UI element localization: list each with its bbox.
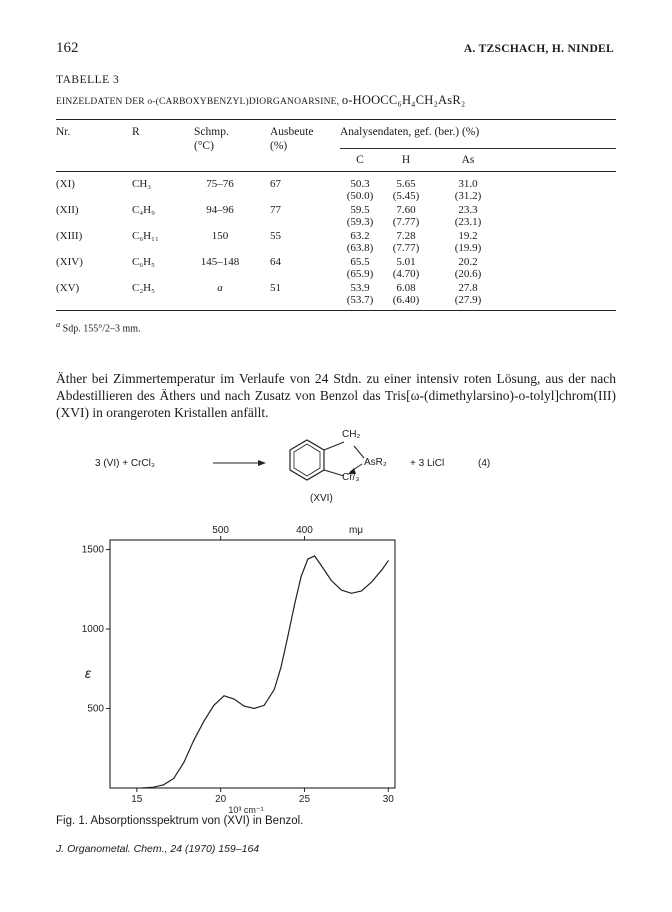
spectrum-point [351,593,352,594]
plot-frame [110,540,395,788]
cell-schmp: 94–96 [206,204,234,216]
header-analysen: Analysendaten, gef. (ber.) (%) [340,126,480,138]
spectrum-point [234,699,235,700]
cell-ausbeute: 51 [270,282,281,294]
cell-c: 65.5 [350,256,370,268]
cell-nr: (XII) [56,204,79,216]
cell-nr: (XIII) [56,230,83,242]
cell-h-calculated: (7.77) [392,216,420,228]
y-tick-label: 1500 [81,544,104,556]
cell-as: 31.0 [458,178,478,190]
spectrum-point [281,667,282,668]
cell-ausbeute: 55 [270,230,281,242]
spectrum-point [203,721,204,722]
cell-as: 23.3 [458,204,478,216]
cell-c: 50.3 [350,178,370,190]
cell-schmp: a [217,282,223,294]
cell-h: 5.65 [396,178,416,190]
spectrum-point [381,570,382,571]
cell-h: 6.08 [396,282,416,294]
spectrum-point [183,762,184,763]
header-nr: Nr. [56,126,71,138]
x-axis-label: 10³ cm⁻¹ [228,805,264,815]
cell-c: 59.5 [350,204,370,216]
cell-h: 5.01 [396,256,416,268]
top-tick-label: 400 [296,525,313,536]
cell-r: C₆H₅ [132,256,155,268]
cell-ausbeute: 77 [270,204,281,216]
cell-h-calculated: (4.70) [392,268,420,280]
cell-h-calculated: (5.45) [392,190,420,202]
table-label: TABELLE 3 [56,74,120,86]
spectrum-point [321,565,322,566]
header-ausbeute: Ausbeute [270,126,314,138]
y-tick-label: 500 [87,703,104,715]
spectrum-point [307,559,308,560]
page-number: 162 [56,40,79,56]
spectrum-point [294,605,295,606]
cell-r: C₆H₁₁ [132,230,159,242]
figure-caption: Fig. 1. Absorptionsspektrum von (XVI) in Benzol. [56,815,304,827]
footnote-mark: a [56,320,61,329]
cell-schmp: 150 [211,230,229,242]
spectrum-point [224,695,225,696]
cell-schmp: 75–76 [206,178,234,190]
cr3-label: Cr/₃ [342,472,360,483]
top-axis-label: mμ [348,525,364,536]
cell-c-calculated: (63.8) [346,242,374,254]
cell-c: 63.2 [350,230,370,242]
spectrum-point [244,706,245,707]
cell-h: 7.28 [396,230,416,242]
cell-as-calculated: (20.6) [454,268,482,280]
x-tick-label: 25 [298,794,311,805]
spectrum-point [341,590,342,591]
footnote-text: Sdp. 155°/2–3 mm. [62,323,141,335]
spectrum-point [173,778,174,779]
spectrum-point [331,580,332,581]
table-caption-formula: o-HOOCC₆H₄CH₂AsR₂ [341,93,466,107]
header-ausbeute-unit: (%) [270,140,288,152]
ch2-label: CH₂ [342,429,361,440]
cell-as: 19.2 [458,230,478,242]
cell-r: CH₃ [132,178,152,190]
y-axis-label: ε [84,665,92,681]
spectrum-point [264,705,265,706]
cell-nr: (XI) [56,178,75,190]
cell-as-calculated: (19.9) [454,242,482,254]
table-caption-text: EINZELDATEN DER o-(CARBOXYBENZYL)DIORGANOARSINE, [56,97,340,107]
spectrum-points [141,555,388,788]
header-h: H [401,154,411,166]
top-tick-label: 500 [212,525,229,536]
cell-nr: (XIV) [56,256,83,268]
x-tick-label: 30 [382,794,394,805]
cell-c: 53.9 [350,282,370,294]
cell-as: 27.8 [458,282,478,294]
spectrum-point [254,708,255,709]
spectrum-point [193,740,194,741]
header-schmp-unit: (°C) [194,140,214,152]
spectrum-point [141,788,142,789]
equation-number: (4) [478,458,491,469]
cell-c-calculated: (53.7) [346,294,374,306]
cell-as-calculated: (31.2) [454,190,482,202]
cell-ausbeute: 67 [270,178,281,190]
cell-ausbeute: 64 [270,256,281,268]
x-tick-label: 20 [215,794,227,805]
cell-h-calculated: (7.77) [392,242,420,254]
spectrum-point [163,784,164,785]
cell-h: 7.60 [396,204,416,216]
chart-ticks [106,536,388,792]
header-schmp: Schmp. [194,126,229,138]
spectrum-series-line [142,556,388,788]
chart-labels [82,525,395,815]
cell-r: C₂H₅ [132,282,155,294]
reaction-lhs: 3 (VI) + CrCl₃ [95,458,155,469]
asr2-label: AsR₂ [364,457,387,468]
cell-as-calculated: (23.1) [454,216,482,228]
cell-c-calculated: (50.0) [346,190,374,202]
spectrum-point [153,787,154,788]
cell-h-calculated: (6.40) [392,294,420,306]
header-c: C [356,154,364,166]
cell-c-calculated: (59.3) [346,216,374,228]
cell-schmp: 145–148 [200,256,240,268]
cell-as: 20.2 [458,256,478,268]
cell-nr: (XV) [56,282,80,294]
header-r: R [132,126,140,138]
x-tick-label: 15 [131,794,143,805]
spectrum-point [274,689,275,690]
running-head-authors: A. TZSCHACH, H. NINDEL [463,43,614,55]
cell-c-calculated: (65.9) [346,268,374,280]
reaction-rhs: + 3 LiCl [410,458,445,469]
y-tick-label: 1000 [81,624,104,636]
spectrum-point [371,582,372,583]
journal-citation: J. Organometal. Chem., 24 (1970) 159–164 [56,843,260,855]
spectrum-point [388,560,389,561]
cell-r: C₄H₉ [132,204,155,216]
spectrum-point [361,590,362,591]
spectrum-point [301,576,302,577]
cell-as-calculated: (27.9) [454,294,482,306]
spectrum-point [213,705,214,706]
body-paragraph: Äther bei Zimmertemperatur im Verlaufe von 24 Stdn. zu einer intensiv roten Lösung, aus der nach Abdestillieren des Äthers und nach Zusatz von Benzol das Tris[ω-(dimethylarsino)-o-tolyl]chrom(III) (XVI) in orangeroten Kristallen anfällt. [56,371,616,420]
product-label: (XVI) [310,493,333,504]
spectrum-point [287,637,288,638]
spectrum-point [314,555,315,556]
header-as: As [461,154,475,166]
